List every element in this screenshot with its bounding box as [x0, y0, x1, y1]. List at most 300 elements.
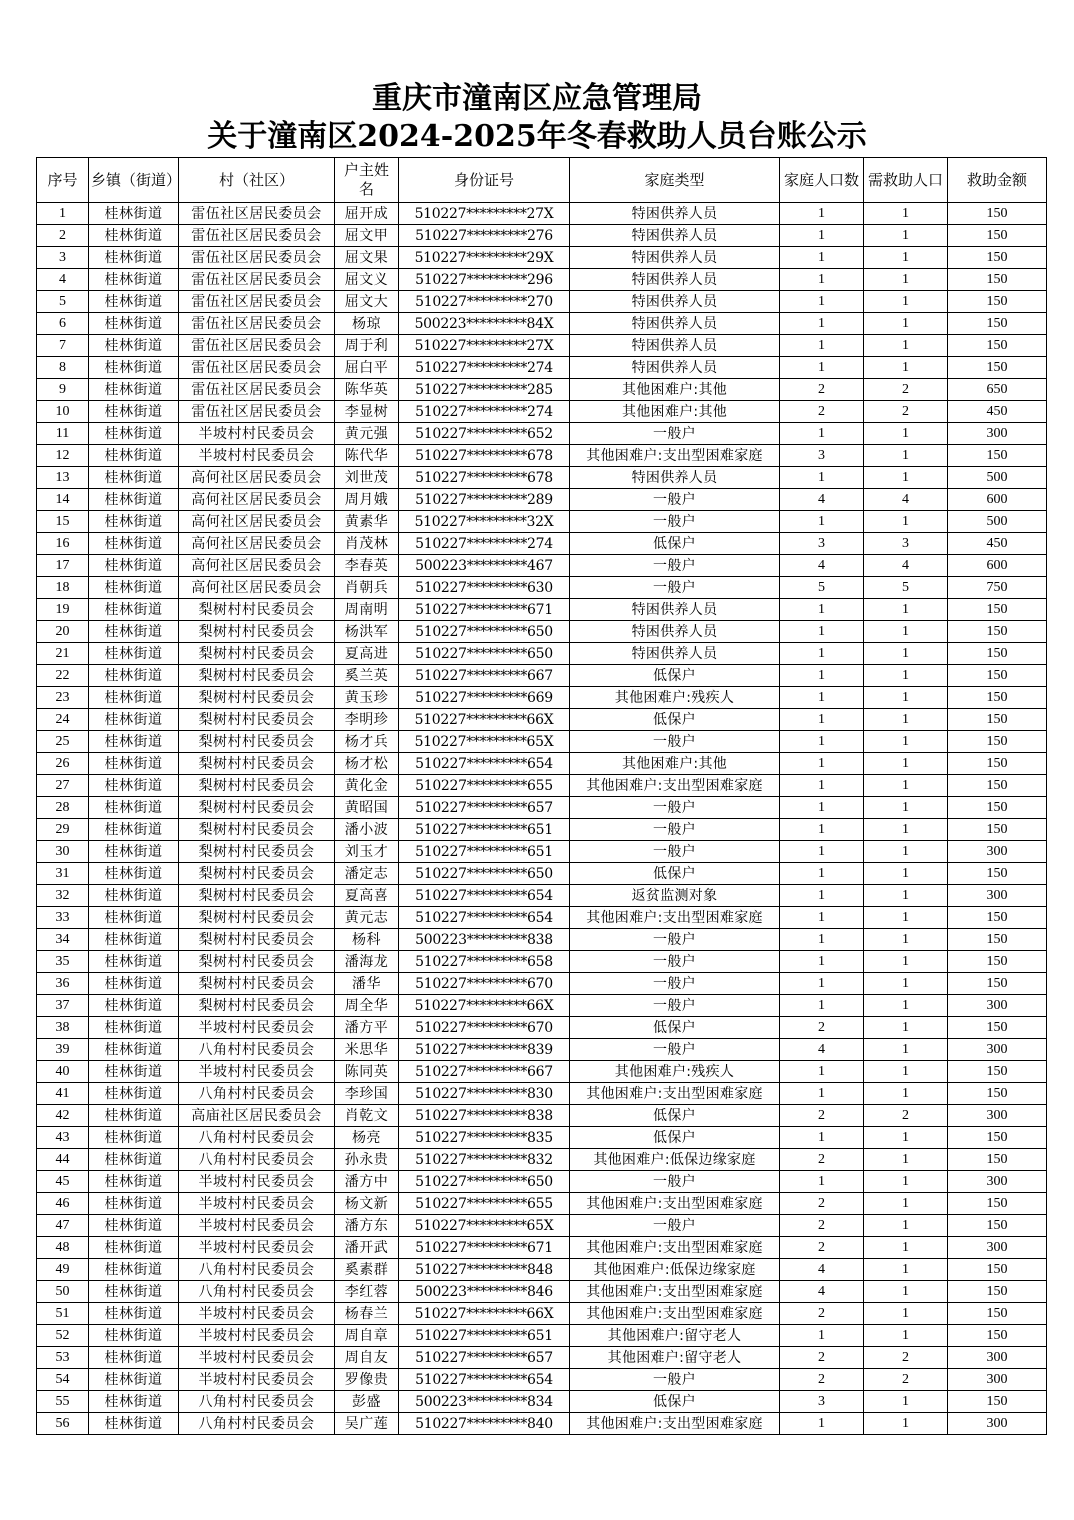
row-town: 桂林街道: [89, 687, 179, 709]
row-amount: 150: [948, 1149, 1047, 1171]
row-id-number: 510227*********32X: [399, 511, 570, 533]
row-village: 梨树村村民委员会: [179, 951, 335, 973]
row-id-number: 510227*********285: [399, 379, 570, 401]
row-head-name: 李明珍: [335, 709, 399, 731]
row-town: 桂林街道: [89, 1391, 179, 1413]
table-row: [37, 1303, 1047, 1325]
row-village: 梨树村村民委员会: [179, 665, 335, 687]
row-village: 八角村村民委员会: [179, 1391, 335, 1413]
row-head-name: 杨春兰: [335, 1303, 399, 1325]
table-row: [37, 1127, 1047, 1149]
table-row: [37, 445, 1047, 467]
row-town: 桂林街道: [89, 489, 179, 511]
row-family-size: 1: [780, 753, 864, 775]
row-amount: 150: [948, 335, 1047, 357]
row-village: 梨树村村民委员会: [179, 841, 335, 863]
row-seq: 28: [37, 797, 89, 819]
row-id-number: 510227*********654: [399, 753, 570, 775]
row-amount: 150: [948, 1259, 1047, 1281]
row-family-size: 2: [780, 1105, 864, 1127]
row-town: 桂林街道: [89, 1017, 179, 1039]
document-title: [0, 80, 1074, 156]
row-town: 桂林街道: [89, 1303, 179, 1325]
row-id-number: 510227*********296: [399, 269, 570, 291]
row-village: 半坡村村民委员会: [179, 1171, 335, 1193]
row-head-name: 黄素华: [335, 511, 399, 533]
row-village: 八角村村民委员会: [179, 1259, 335, 1281]
table-row: [37, 797, 1047, 819]
header-town: 乡镇（街道）: [89, 158, 179, 203]
row-town: 桂林街道: [89, 1105, 179, 1127]
row-need-count: 1: [864, 907, 948, 929]
row-amount: 450: [948, 533, 1047, 555]
row-family-size: 1: [780, 995, 864, 1017]
row-family-type: 一般户: [570, 819, 780, 841]
table-row: [37, 1413, 1047, 1435]
row-town: 桂林街道: [89, 1149, 179, 1171]
row-amount: 150: [948, 621, 1047, 643]
table-row: [37, 951, 1047, 973]
row-amount: 300: [948, 423, 1047, 445]
row-need-count: 1: [864, 1083, 948, 1105]
row-head-name: 潘定志: [335, 863, 399, 885]
row-seq: 5: [37, 291, 89, 313]
row-need-count: 1: [864, 1149, 948, 1171]
row-amount: 150: [948, 269, 1047, 291]
table-row: [37, 1259, 1047, 1281]
row-town: 桂林街道: [89, 357, 179, 379]
row-need-count: 1: [864, 467, 948, 489]
row-need-count: 1: [864, 1171, 948, 1193]
row-id-number: 510227*********657: [399, 797, 570, 819]
row-amount: 150: [948, 1391, 1047, 1413]
row-town: 桂林街道: [89, 379, 179, 401]
row-id-number: 510227*********650: [399, 1171, 570, 1193]
row-id-number: 510227*********654: [399, 885, 570, 907]
row-town: 桂林街道: [89, 731, 179, 753]
row-head-name: 夏高进: [335, 643, 399, 665]
row-need-count: 2: [864, 1105, 948, 1127]
row-town: 桂林街道: [89, 247, 179, 269]
row-id-number: 510227*********840: [399, 1413, 570, 1435]
table-row: [37, 1237, 1047, 1259]
row-town: 桂林街道: [89, 1347, 179, 1369]
row-family-size: 1: [780, 467, 864, 489]
row-seq: 6: [37, 313, 89, 335]
row-family-type: 其他困难户:残疾人: [570, 1061, 780, 1083]
row-village: 雷伍社区居民委员会: [179, 203, 335, 225]
row-family-type: 特困供养人员: [570, 225, 780, 247]
row-id-number: 510227*********29X: [399, 247, 570, 269]
row-family-type: 一般户: [570, 511, 780, 533]
header-amount: 救助金额: [948, 158, 1047, 203]
row-amount: 150: [948, 1127, 1047, 1149]
row-need-count: 1: [864, 753, 948, 775]
header-family-size: 家庭人口数: [780, 158, 864, 203]
row-amount: 150: [948, 1193, 1047, 1215]
row-id-number: 510227*********669: [399, 687, 570, 709]
row-head-name: 米思华: [335, 1039, 399, 1061]
row-family-type: 其他困难户:支出型困难家庭: [570, 907, 780, 929]
row-amount: 150: [948, 951, 1047, 973]
row-id-number: 510227*********654: [399, 907, 570, 929]
row-family-type: 一般户: [570, 1039, 780, 1061]
row-need-count: 1: [864, 643, 948, 665]
row-need-count: 1: [864, 775, 948, 797]
table-row: [37, 489, 1047, 511]
row-id-number: 510227*********655: [399, 1193, 570, 1215]
row-head-name: 周自章: [335, 1325, 399, 1347]
row-seq: 44: [37, 1149, 89, 1171]
row-town: 桂林街道: [89, 819, 179, 841]
row-head-name: 李珍国: [335, 1083, 399, 1105]
row-village: 梨树村村民委员会: [179, 775, 335, 797]
row-id-number: 510227*********848: [399, 1259, 570, 1281]
table-row: [37, 1149, 1047, 1171]
table-row: [37, 401, 1047, 423]
row-family-type: 一般户: [570, 1369, 780, 1391]
table-row: [37, 357, 1047, 379]
row-family-size: 1: [780, 269, 864, 291]
row-seq: 47: [37, 1215, 89, 1237]
row-seq: 25: [37, 731, 89, 753]
row-village: 半坡村村民委员会: [179, 1237, 335, 1259]
row-need-count: 1: [864, 973, 948, 995]
row-town: 桂林街道: [89, 1083, 179, 1105]
row-family-size: 4: [780, 1259, 864, 1281]
row-head-name: 周于利: [335, 335, 399, 357]
table-row: [37, 621, 1047, 643]
row-need-count: 1: [864, 1215, 948, 1237]
row-family-size: 2: [780, 1303, 864, 1325]
row-need-count: 1: [864, 1281, 948, 1303]
row-need-count: 1: [864, 203, 948, 225]
row-amount: 150: [948, 819, 1047, 841]
row-amount: 150: [948, 225, 1047, 247]
row-family-size: 5: [780, 577, 864, 599]
row-amount: 150: [948, 1215, 1047, 1237]
row-family-size: 4: [780, 1281, 864, 1303]
row-family-type: 一般户: [570, 489, 780, 511]
table-header-row: [37, 158, 1047, 203]
row-family-type: 低保户: [570, 1127, 780, 1149]
row-seq: 13: [37, 467, 89, 489]
row-village: 半坡村村民委员会: [179, 1325, 335, 1347]
row-village: 八角村村民委员会: [179, 1413, 335, 1435]
table-row: [37, 753, 1047, 775]
row-village: 梨树村村民委员会: [179, 599, 335, 621]
table-row: [37, 467, 1047, 489]
row-family-type: 一般户: [570, 973, 780, 995]
row-id-number: 510227*********652: [399, 423, 570, 445]
row-village: 高何社区居民委员会: [179, 577, 335, 599]
row-amount: 300: [948, 1413, 1047, 1435]
row-family-type: 特困供养人员: [570, 291, 780, 313]
row-head-name: 夏高喜: [335, 885, 399, 907]
row-village: 梨树村村民委员会: [179, 863, 335, 885]
row-need-count: 5: [864, 577, 948, 599]
table-row: [37, 687, 1047, 709]
row-seq: 12: [37, 445, 89, 467]
row-seq: 10: [37, 401, 89, 423]
row-town: 桂林街道: [89, 753, 179, 775]
row-village: 雷伍社区居民委员会: [179, 247, 335, 269]
row-family-type: 低保户: [570, 709, 780, 731]
row-family-size: 3: [780, 533, 864, 555]
row-family-type: 特困供养人员: [570, 313, 780, 335]
row-family-size: 1: [780, 797, 864, 819]
row-seq: 9: [37, 379, 89, 401]
row-seq: 34: [37, 929, 89, 951]
row-amount: 300: [948, 841, 1047, 863]
row-seq: 33: [37, 907, 89, 929]
row-family-size: 1: [780, 863, 864, 885]
row-family-size: 1: [780, 775, 864, 797]
table-row: [37, 1061, 1047, 1083]
row-town: 桂林街道: [89, 863, 179, 885]
row-family-size: 1: [780, 423, 864, 445]
row-family-type: 其他困难户:其他: [570, 401, 780, 423]
table-row: [37, 841, 1047, 863]
row-need-count: 1: [864, 1127, 948, 1149]
relief-ledger-table: [36, 157, 1047, 1435]
row-head-name: 屈文大: [335, 291, 399, 313]
row-amount: 600: [948, 555, 1047, 577]
row-need-count: 2: [864, 1347, 948, 1369]
row-family-type: 特困供养人员: [570, 467, 780, 489]
row-family-size: 1: [780, 929, 864, 951]
row-amount: 150: [948, 1061, 1047, 1083]
row-id-number: 510227*********630: [399, 577, 570, 599]
row-id-number: 510227*********274: [399, 533, 570, 555]
row-seq: 18: [37, 577, 89, 599]
row-family-size: 2: [780, 1215, 864, 1237]
row-family-type: 其他困难户:其他: [570, 753, 780, 775]
row-village: 半坡村村民委员会: [179, 1369, 335, 1391]
row-family-type: 特困供养人员: [570, 203, 780, 225]
row-family-type: 特困供养人员: [570, 357, 780, 379]
row-head-name: 周南明: [335, 599, 399, 621]
table-row: [37, 665, 1047, 687]
row-head-name: 杨洪军: [335, 621, 399, 643]
table-body: [37, 203, 1047, 1435]
row-family-type: 其他困难户:低保边缘家庭: [570, 1149, 780, 1171]
table-row: [37, 731, 1047, 753]
row-head-name: 屈开成: [335, 203, 399, 225]
row-seq: 15: [37, 511, 89, 533]
row-family-size: 1: [780, 885, 864, 907]
row-seq: 14: [37, 489, 89, 511]
row-town: 桂林街道: [89, 841, 179, 863]
row-town: 桂林街道: [89, 643, 179, 665]
row-amount: 150: [948, 929, 1047, 951]
row-id-number: 500223*********834: [399, 1391, 570, 1413]
row-amount: 450: [948, 401, 1047, 423]
row-seq: 24: [37, 709, 89, 731]
row-family-size: 1: [780, 1127, 864, 1149]
row-family-type: 一般户: [570, 1215, 780, 1237]
row-need-count: 1: [864, 445, 948, 467]
table-row: [37, 907, 1047, 929]
row-seq: 35: [37, 951, 89, 973]
row-family-size: 1: [780, 665, 864, 687]
row-seq: 23: [37, 687, 89, 709]
row-town: 桂林街道: [89, 1325, 179, 1347]
row-amount: 750: [948, 577, 1047, 599]
row-village: 八角村村民委员会: [179, 1281, 335, 1303]
row-head-name: 杨才松: [335, 753, 399, 775]
row-town: 桂林街道: [89, 577, 179, 599]
row-town: 桂林街道: [89, 1061, 179, 1083]
row-amount: 300: [948, 1369, 1047, 1391]
row-family-type: 特困供养人员: [570, 621, 780, 643]
row-town: 桂林街道: [89, 423, 179, 445]
row-amount: 150: [948, 599, 1047, 621]
row-village: 梨树村村民委员会: [179, 995, 335, 1017]
row-id-number: 510227*********838: [399, 1105, 570, 1127]
row-town: 桂林街道: [89, 1369, 179, 1391]
row-family-type: 一般户: [570, 797, 780, 819]
row-family-size: 2: [780, 1237, 864, 1259]
row-id-number: 510227*********650: [399, 621, 570, 643]
row-head-name: 黄玉珍: [335, 687, 399, 709]
row-family-size: 2: [780, 1369, 864, 1391]
row-need-count: 1: [864, 1413, 948, 1435]
row-family-type: 其他困难户:支出型困难家庭: [570, 775, 780, 797]
row-need-count: 1: [864, 1039, 948, 1061]
row-village: 梨树村村民委员会: [179, 885, 335, 907]
row-amount: 150: [948, 1325, 1047, 1347]
row-town: 桂林街道: [89, 1413, 179, 1435]
row-family-size: 1: [780, 621, 864, 643]
row-family-size: 1: [780, 511, 864, 533]
table-row: [37, 1391, 1047, 1413]
row-head-name: 李显树: [335, 401, 399, 423]
row-family-size: 2: [780, 379, 864, 401]
row-seq: 7: [37, 335, 89, 357]
row-amount: 600: [948, 489, 1047, 511]
row-town: 桂林街道: [89, 995, 179, 1017]
row-family-size: 1: [780, 1083, 864, 1105]
row-village: 梨树村村民委员会: [179, 621, 335, 643]
row-head-name: 屈文义: [335, 269, 399, 291]
row-family-size: 1: [780, 731, 864, 753]
row-need-count: 1: [864, 423, 948, 445]
row-amount: 300: [948, 1237, 1047, 1259]
row-family-size: 4: [780, 489, 864, 511]
row-seq: 21: [37, 643, 89, 665]
row-need-count: 1: [864, 863, 948, 885]
row-head-name: 刘玉才: [335, 841, 399, 863]
row-town: 桂林街道: [89, 907, 179, 929]
row-head-name: 刘世茂: [335, 467, 399, 489]
row-village: 高何社区居民委员会: [179, 467, 335, 489]
row-family-type: 一般户: [570, 841, 780, 863]
row-family-size: 2: [780, 401, 864, 423]
row-amount: 150: [948, 753, 1047, 775]
row-village: 梨树村村民委员会: [179, 709, 335, 731]
row-village: 半坡村村民委员会: [179, 445, 335, 467]
row-need-count: 1: [864, 841, 948, 863]
row-need-count: 1: [864, 1193, 948, 1215]
table-row: [37, 1325, 1047, 1347]
row-head-name: 奚兰英: [335, 665, 399, 687]
row-seq: 4: [37, 269, 89, 291]
header-family-type: 家庭类型: [570, 158, 780, 203]
row-seq: 32: [37, 885, 89, 907]
row-head-name: 潘华: [335, 973, 399, 995]
row-seq: 26: [37, 753, 89, 775]
row-head-name: 杨亮: [335, 1127, 399, 1149]
row-village: 雷伍社区居民委员会: [179, 335, 335, 357]
row-need-count: 1: [864, 1259, 948, 1281]
row-village: 半坡村村民委员会: [179, 1017, 335, 1039]
row-head-name: 李春英: [335, 555, 399, 577]
row-amount: 150: [948, 357, 1047, 379]
row-village: 半坡村村民委员会: [179, 1303, 335, 1325]
row-id-number: 510227*********655: [399, 775, 570, 797]
row-town: 桂林街道: [89, 291, 179, 313]
row-seq: 48: [37, 1237, 89, 1259]
table-row: [37, 247, 1047, 269]
row-village: 雷伍社区居民委员会: [179, 313, 335, 335]
row-id-number: 500223*********84X: [399, 313, 570, 335]
row-need-count: 3: [864, 533, 948, 555]
row-amount: 150: [948, 907, 1047, 929]
row-need-count: 1: [864, 511, 948, 533]
row-id-number: 510227*********27X: [399, 335, 570, 357]
row-need-count: 2: [864, 401, 948, 423]
row-village: 梨树村村民委员会: [179, 731, 335, 753]
row-village: 八角村村民委员会: [179, 1149, 335, 1171]
row-seq: 19: [37, 599, 89, 621]
row-family-type: 一般户: [570, 995, 780, 1017]
row-family-type: 其他困难户:残疾人: [570, 687, 780, 709]
row-amount: 150: [948, 291, 1047, 313]
row-head-name: 杨才兵: [335, 731, 399, 753]
table-row: [37, 291, 1047, 313]
row-town: 桂林街道: [89, 1281, 179, 1303]
row-id-number: 510227*********650: [399, 643, 570, 665]
row-seq: 3: [37, 247, 89, 269]
row-village: 梨树村村民委员会: [179, 753, 335, 775]
row-id-number: 510227*********289: [399, 489, 570, 511]
row-seq: 55: [37, 1391, 89, 1413]
row-family-size: 3: [780, 445, 864, 467]
row-family-size: 1: [780, 599, 864, 621]
header-village: 村（社区）: [179, 158, 335, 203]
row-family-size: 2: [780, 1347, 864, 1369]
row-need-count: 4: [864, 555, 948, 577]
row-village: 八角村村民委员会: [179, 1127, 335, 1149]
row-town: 桂林街道: [89, 1127, 179, 1149]
table-row: [37, 1017, 1047, 1039]
row-need-count: 1: [864, 599, 948, 621]
row-seq: 31: [37, 863, 89, 885]
row-town: 桂林街道: [89, 203, 179, 225]
row-town: 桂林街道: [89, 1171, 179, 1193]
row-id-number: 510227*********670: [399, 1017, 570, 1039]
row-village: 雷伍社区居民委员会: [179, 357, 335, 379]
row-id-number: 510227*********651: [399, 819, 570, 841]
row-head-name: 肖茂林: [335, 533, 399, 555]
row-family-size: 1: [780, 1171, 864, 1193]
row-village: 雷伍社区居民委员会: [179, 269, 335, 291]
row-village: 梨树村村民委员会: [179, 929, 335, 951]
row-need-count: 1: [864, 797, 948, 819]
row-head-name: 周自友: [335, 1347, 399, 1369]
row-amount: 150: [948, 1281, 1047, 1303]
